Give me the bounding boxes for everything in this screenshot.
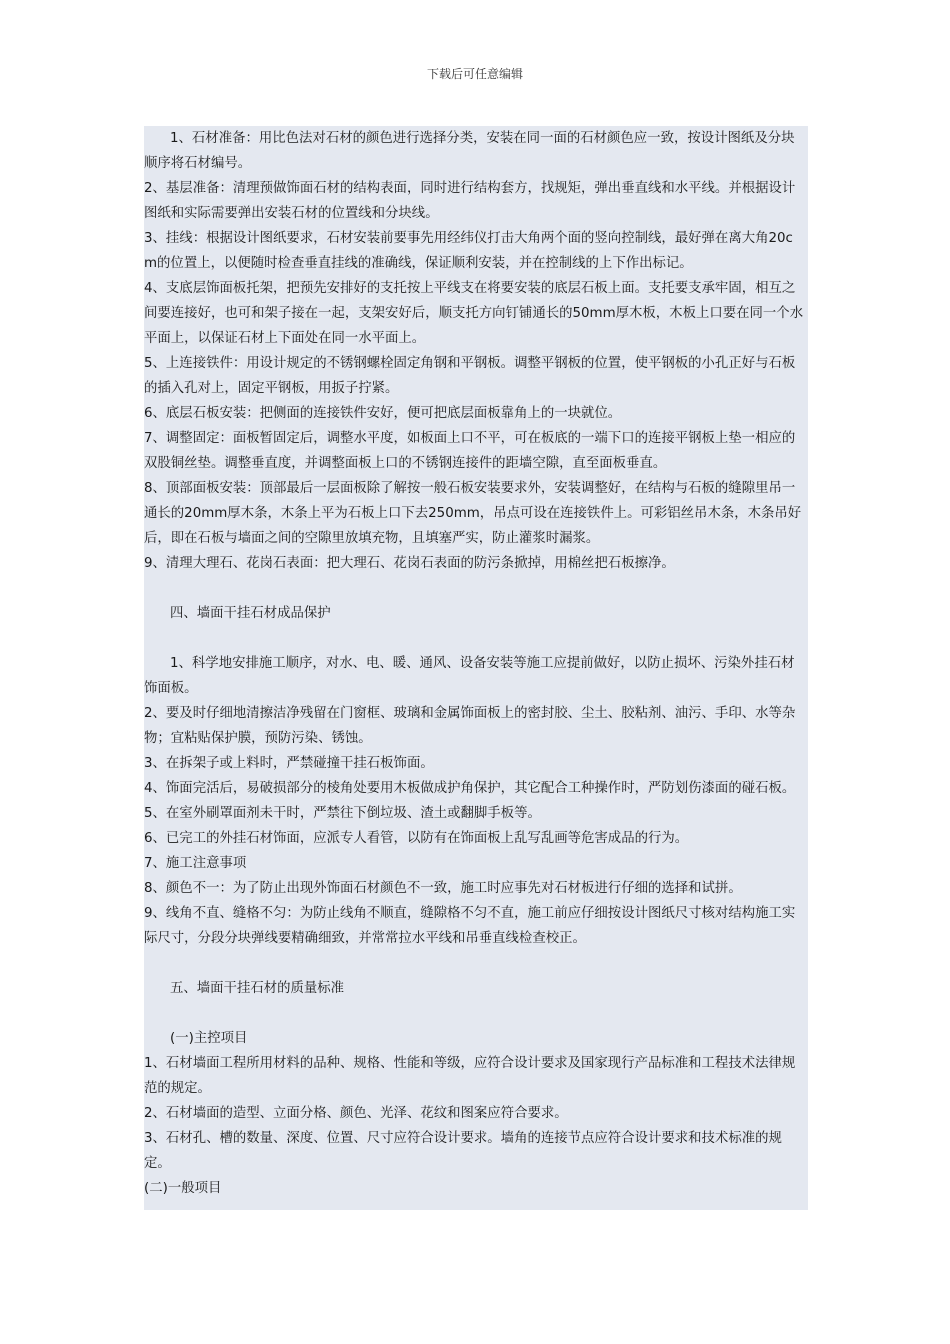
install-step-9: 9、清理大理石、花岗石表面：把大理石、花岗石表面的防污条掀掉，用棉丝把石板擦净。 xyxy=(144,556,675,571)
spacer xyxy=(144,1001,804,1026)
protection-item-1: 1、科学地安排施工顺序，对水、电、暖、通风、设备安装等施工应提前做好，以防止损坏、污染外挂石材饰面板。 xyxy=(144,656,795,696)
spacer xyxy=(144,626,804,651)
protection-item-5: 5、在室外刷罩面剂未干时，严禁往下倒垃圾、渣土或翻脚手板等。 xyxy=(144,806,541,821)
protection-item-8: 8、颜色不一：为了防止出现外饰面石材颜色不一致，施工时应事先对石材板进行仔细的选择和试拼。 xyxy=(144,881,742,896)
install-step-8: 8、顶部面板安装：顶部最后一层面板除了解按一般石板安装要求外，安装调整好，在结构与石板的缝隙里吊一通长的20mm厚木条，木条上平为石板上口下去250mm，吊点可设在连接铁件上。可彩铝丝吊木条，木条吊好后，即在石板与墙面之间的空隙里放填充物，且填塞严实，防止灌浆时漏浆。 xyxy=(144,481,802,546)
install-step-2: 2、基层准备：清理预做饰面石材的结构表面，同时进行结构套方，找规矩，弹出垂直线和水平线。并根据设计图纸和实际需要弹出安装石材的位置线和分块线。 xyxy=(144,181,796,221)
install-step-7: 7、调整固定：面板暂固定后，调整水平度，如板面上口不平，可在板底的一端下口的连接平钢板上垫一相应的双股铜丝垫。调整垂直度，并调整面板上口的不锈钢连接件的距墙空隙，直至面板垂直。 xyxy=(144,431,796,471)
section-five-title: 五、墙面干挂石材的质量标准 xyxy=(170,981,345,996)
main-control-item-3: 3、石材孔、槽的数量、深度、位置、尺寸应符合设计要求。墙角的连接节点应符合设计要求和技术标准的规定。 xyxy=(144,1131,782,1171)
general-items-title: (二)一般项目 xyxy=(144,1181,222,1196)
main-control-title: (一)主控项目 xyxy=(170,1031,248,1046)
protection-item-7: 7、施工注意事项 xyxy=(144,856,247,871)
spacer xyxy=(144,951,804,976)
section-four-title: 四、墙面干挂石材成品保护 xyxy=(170,606,331,621)
protection-item-4: 4、饰面完活后，易破损部分的棱角处要用木板做成护角保护，其它配合工种操作时，严防划伤漆面的碰石板。 xyxy=(144,781,796,796)
install-step-3: 3、挂线：根据设计图纸要求，石材安装前要事先用经纬仪打击大角两个面的竖向控制线，最好弹在离大角20cm的位置上，以便随时检查垂直挂线的准确线，保证顺利安装，并在控制线的上下作出标记。 xyxy=(144,231,793,271)
main-control-item-2: 2、石材墙面的造型、立面分格、颜色、光泽、花纹和图案应符合要求。 xyxy=(144,1106,568,1121)
install-step-6: 6、底层石板安装：把侧面的连接铁件安好，便可把底层面板靠角上的一块就位。 xyxy=(144,406,622,421)
install-step-1: 1、石材准备：用比色法对石材的颜色进行选择分类，安装在同一面的石材颜色应一致，按设计图纸及分块顺序将石材编号。 xyxy=(144,131,795,171)
protection-item-9: 9、线角不直、缝格不匀：为防止线角不顺直，缝隙格不匀不直，施工前应仔细按设计图纸尺寸核对结构施工实际尺寸，分段分块弹线要精确细致，并常常拉水平线和吊垂直线检查校正。 xyxy=(144,906,796,946)
main-control-item-1: 1、石材墙面工程所用材料的品种、规格、性能和等级，应符合设计要求及国家现行产品标准和工程技术法律规范的规定。 xyxy=(144,1056,796,1096)
spacer xyxy=(144,576,804,601)
install-step-4: 4、支底层饰面板托架，把预先安排好的支托按上平线支在将要安装的底层石板上面。支托要支承牢固，相互之间要连接好，也可和架子接在一起，支架安好后，顺支托方向钉铺通长的50mm厚木板，木板上口要在同一个水平面上，以保证石材上下面处在同一水平面上。 xyxy=(144,281,804,346)
protection-item-3: 3、在拆架子或上料时，严禁碰撞干挂石板饰面。 xyxy=(144,756,434,771)
protection-item-6: 6、已完工的外挂石材饰面，应派专人看管，以防有在饰面板上乱写乱画等危害成品的行为。 xyxy=(144,831,689,846)
install-step-5: 5、上连接铁件：用设计规定的不锈钢螺栓固定角钢和平钢板。调整平钢板的位置，使平钢板的小孔正好与石板的插入孔对上，固定平钢板，用扳子拧紧。 xyxy=(144,356,796,396)
protection-item-2: 2、要及时仔细地清擦洁净残留在门窗框、玻璃和金属饰面板上的密封胶、尘土、胶粘剂、油污、手印、水等杂物；宜粘贴保护膜，预防污染、锈蚀。 xyxy=(144,706,796,746)
page-header: 下载后可任意编辑 xyxy=(426,67,523,81)
document-body xyxy=(144,126,808,1210)
